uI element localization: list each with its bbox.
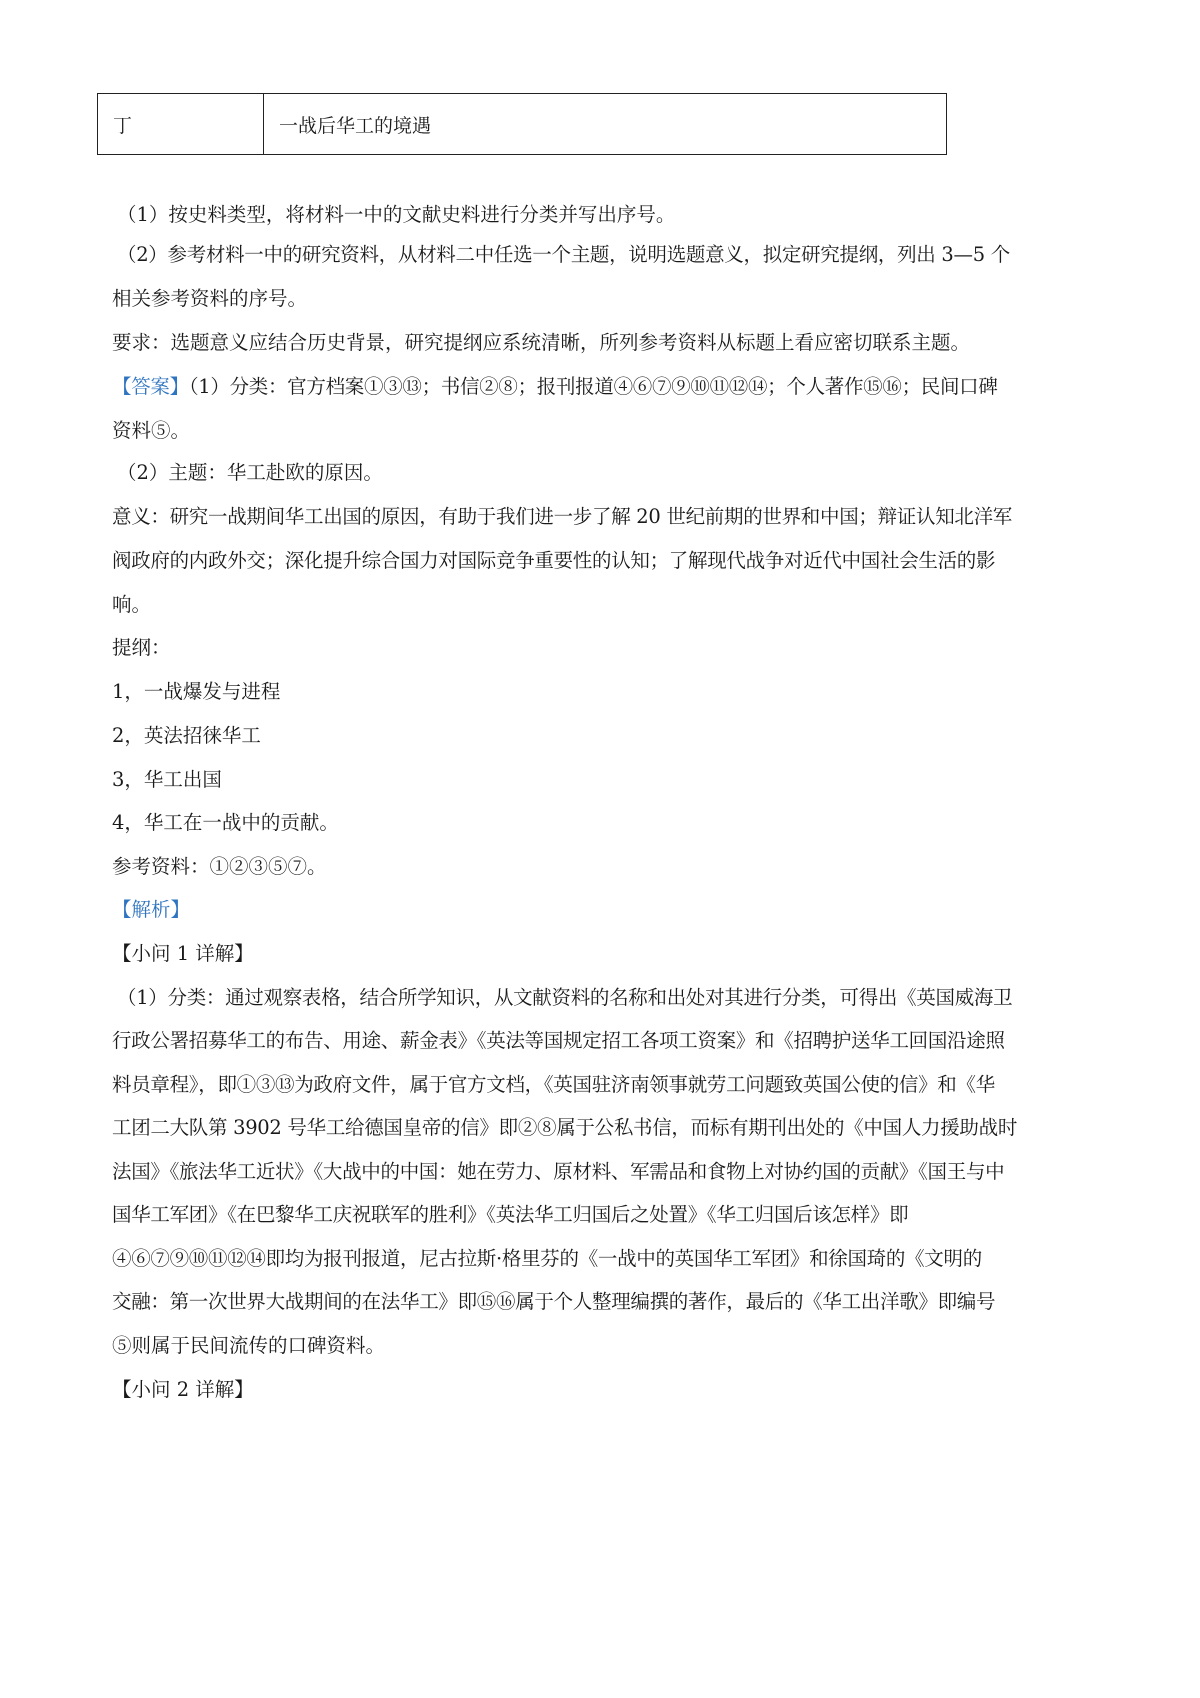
analysis-para-9: ⑤则属于民间流传的口碑资料。 [112,1334,386,1357]
analysis-para-8: 交融：第一次世界大战期间的在法华工》即⑮⑯属于个人整理编撰的著作，最后的《华工出洋歌》即编号 [112,1290,996,1313]
answer-classification: （1）分类：官方档案①③⑬；书信②⑧；报刊报道④⑥⑦⑨⑩⑪⑫⑭；个人著作⑮⑯；民间口碑 [188,375,998,398]
analysis-tag: 【解析】 [112,898,191,921]
analysis-para-1: （1）分类：通过观察表格，结合所学知识，从文献资料的名称和出处对其进行分类，可得出《英国威海卫 [117,986,1013,1009]
answer-significance-end: 响。 [112,593,152,616]
references: 参考资料：①②③⑤⑦。 [112,855,327,878]
question-2: （2）参考材料一中的研究资料，从材料二中任选一个主题，说明选题意义，拟定研究提纲，列出 3—5 个 [117,243,1010,266]
answer-line-1 [112,377,998,397]
answer-significance: 意义：研究一战期间华工出国的原因，有助于我们进一步了解 20 世纪前期的世界和中国；辩证认知北洋军 [112,505,1013,528]
outline-item-2: 2，英法招徕华工 [112,724,261,747]
requirement: 要求：选题意义应结合历史背景，研究提纲应系统清晰，所列参考资料从标题上看应密切联系主题。 [112,331,971,354]
subquestion-1-heading: 【小问 1 详解】 [112,942,254,965]
answer-classification-cont: 资料⑤。 [112,419,191,442]
outline-item-4: 4，华工在一战中的贡献。 [112,811,339,834]
topic-table [97,93,947,155]
question-1: （1）按史料类型，将材料一中的文献史料进行分类并写出序号。 [117,203,676,226]
table-cell-topic: 一战后华工的境遇 [279,114,432,137]
answer-theme: （2）主题：华工赴欧的原因。 [117,461,383,484]
subquestion-2-heading: 【小问 2 详解】 [112,1378,254,1401]
analysis-para-6: 国华工军团》《在巴黎华工庆祝联军的胜利》《英法华工归国后之处置》《华工归国后该怎样》即 [112,1203,909,1226]
analysis-para-2: 行政公署招募华工的布告、用途、薪金表》《英法等国规定招工各项工资案》和《招聘护送华工回国沿途照 [112,1029,1005,1052]
outline-heading: 提纲： [112,636,171,659]
outline-item-3: 3，华工出国 [112,768,222,791]
table-cell-label: 丁 [98,94,264,154]
analysis-para-4: 工团二大队第 3902 号华工给德国皇帝的信》即②⑧属于公私书信，而标有期刊出处的《中国人力援助战时 [112,1116,1018,1139]
answer-tag: 【答案】 [112,375,189,398]
analysis-para-3: 料员章程》，即①③⑬为政府文件，属于官方文档，《英国驻济南领事就劳工问题致英国公使的信》和《华 [112,1073,995,1096]
question-2-cont: 相关参考资料的序号。 [112,287,308,310]
analysis-para-5: 法国》《旅法华工近状》《大战中的中国：她在劳力、原材料、军需品和食物上对协约国的贡献》《国王与中 [112,1160,1005,1183]
answer-significance-cont: 阀政府的内政外交；深化提升综合国力对国际竞争重要性的认知；了解现代战争对近代中国社会生活的影 [112,549,996,572]
analysis-para-7: ④⑥⑦⑨⑩⑪⑫⑭即均为报刊报道，尼古拉斯·格里芬的《一战中的英国华工军团》和徐国琦的《文明的 [112,1247,982,1270]
outline-item-1: 1，一战爆发与进程 [112,680,281,703]
